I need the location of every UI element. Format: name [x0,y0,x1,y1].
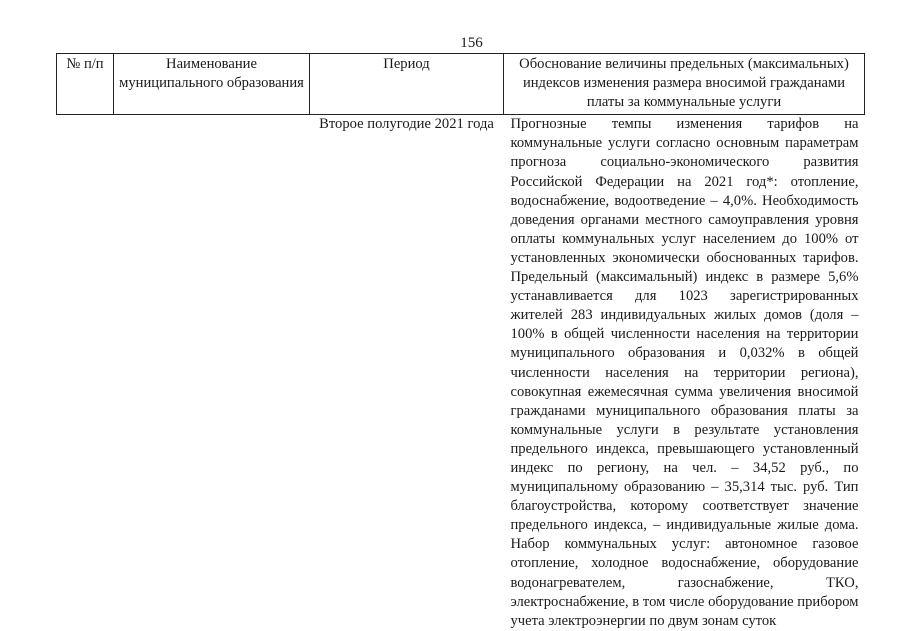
cell-justification: Прогнозные темпы изменения тарифов на коммунальные услуги согласно основным параметрам прогноза социально-экономического развития Российской Федерации на 2021 год*: отопление, водоснабжение, водоотведение – 4,0%. Необходимость доведения органами местного самоуправления уровня оплаты коммунальных услуг населением до 100% от установленных экономически обоснованных тарифов. Предельный (максимальный) индекс в размере 5,6% устанавливается для 1023 зарегистрированных жителей 283 индивидуальных жилых домов (доля – 100% в общей численности населения на территории муниципального образования и 0,032% в общей численности населения на территории региона), совокупная ежемесячная сумма увеличения вносимой гражданами муниципального образования платы за коммунальные услуги в результате установления предельного индекса, превышающего установленный индекс по региону, на чел. – 34,52 руб., по муниципальному образованию – 35,314 тыс. руб. Тип благоустройства, которому соответствует значение предельного индекса, – индивидуальные жилые дома. Набор коммунальных услуг: автономное газовое отопление, холодное водоснабжение, оборудование водонагревателем, газоснабжение, ТКО, электроснабжение, в том числе оборудование прибором учета электроэнергии по двум зонам суток [510,116,859,629]
page-number: 156 [460,35,483,51]
cell-municipality [114,115,310,631]
table-header-row [57,54,865,115]
cell-number [57,115,114,631]
table-row [57,115,865,631]
header-justification: Обоснование величины предельных (максимальных) индексов изменения размера вносимой гражданами платы за коммунальные услуги [504,54,865,115]
header-municipality: Наименование муниципального образования [114,54,310,115]
tariff-index-table [56,53,865,631]
cell-period: Второе полугодие 2021 года [319,116,494,133]
header-period: Период [310,54,504,115]
header-number: № п/п [57,54,114,115]
